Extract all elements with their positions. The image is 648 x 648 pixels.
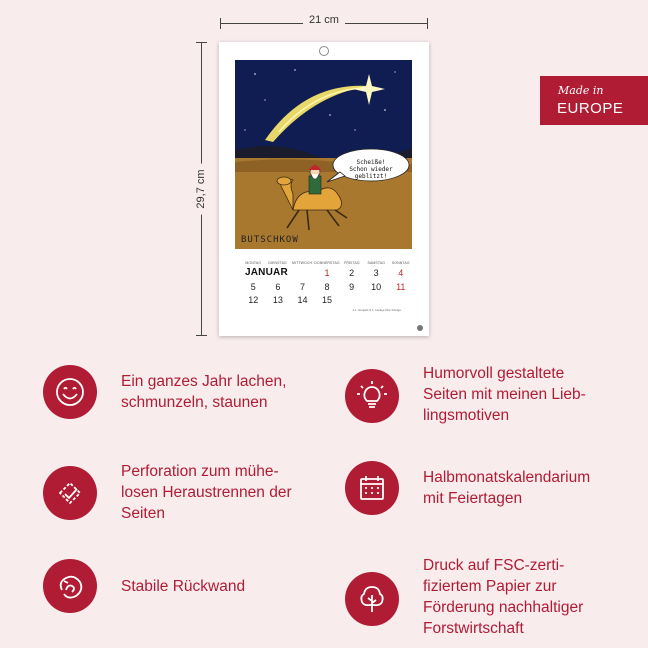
calendar-day bbox=[241, 267, 266, 281]
height-dimension bbox=[192, 42, 210, 336]
hanging-hole bbox=[319, 46, 329, 56]
feature-line: fiziertem Papier zur bbox=[423, 578, 557, 595]
calendar-day: 1 bbox=[324, 268, 330, 278]
feature-text bbox=[121, 461, 292, 524]
calendar-day bbox=[266, 267, 291, 281]
holiday-footnote: 1.1. Neujahr 6.1. Heilige Drei Könige bbox=[352, 308, 401, 312]
feature-line: Seiten bbox=[121, 505, 165, 522]
calendar-day: 5 bbox=[250, 281, 256, 292]
weekday-label: SAMSTAG bbox=[367, 261, 386, 265]
weekday-label: FREITAG bbox=[344, 261, 360, 265]
feature-item bbox=[345, 461, 590, 515]
calendar-day bbox=[388, 294, 413, 308]
calendar-week-row bbox=[241, 294, 413, 308]
feature-line: Seiten mit meinen Lieb- bbox=[423, 386, 586, 403]
badge-script-text: Made in bbox=[558, 84, 604, 97]
feature-line: Humorvoll gestaltete bbox=[423, 365, 565, 382]
speech-line: Schon wieder bbox=[349, 166, 393, 173]
calendar-day: 11 bbox=[396, 281, 406, 292]
weekday-label: DONNERSTAG bbox=[314, 261, 340, 265]
weekday-label: MITTWOCH bbox=[292, 261, 313, 265]
artist-signature: BUTSCHKOW bbox=[241, 235, 299, 245]
feature-line: Förderung nachhaltiger bbox=[423, 599, 584, 616]
calendar-day bbox=[339, 294, 364, 308]
calendar-day: 7 bbox=[299, 281, 305, 292]
feature-line: schmunzeln, staunen bbox=[121, 394, 268, 411]
calendar-day: 2 bbox=[349, 268, 355, 278]
feature-item bbox=[345, 559, 583, 639]
made-in-europe-badge bbox=[540, 76, 648, 125]
feature-line: lingsmotiven bbox=[423, 407, 510, 424]
calendar-day: 15 bbox=[322, 295, 333, 305]
feature-text bbox=[423, 363, 586, 426]
height-label: 29,7 cm bbox=[195, 163, 207, 214]
perforation-icon bbox=[43, 466, 97, 520]
feature-line: Ein ganzes Jahr lachen, bbox=[121, 373, 287, 390]
calendar-day: 14 bbox=[297, 295, 308, 305]
calendar-day: 8 bbox=[324, 281, 330, 292]
tree-icon bbox=[345, 572, 399, 626]
calendar-day: 9 bbox=[349, 281, 355, 292]
calendar-icon bbox=[345, 461, 399, 515]
calendar-day: 12 bbox=[248, 295, 259, 305]
lightbulb-icon bbox=[345, 369, 399, 423]
calendar-day bbox=[364, 294, 389, 308]
speech-line: Scheiße! bbox=[356, 159, 386, 166]
feature-text bbox=[121, 371, 286, 413]
weekday-label: DIENSTAG bbox=[268, 261, 287, 265]
feature-line: losen Heraustrennen der bbox=[121, 484, 292, 501]
calendar-grid bbox=[241, 267, 413, 308]
cartoon-illustration bbox=[235, 60, 412, 249]
feature-item bbox=[345, 365, 586, 426]
width-label: 21 cm bbox=[303, 14, 345, 26]
calendar-day: 13 bbox=[272, 295, 283, 305]
badge-main-text: EUROPE bbox=[557, 100, 624, 117]
feature-line: mit Feiertagen bbox=[423, 490, 523, 507]
calendar-day: 4 bbox=[398, 268, 404, 278]
weekday-header bbox=[241, 261, 413, 265]
month-title: JANUAR bbox=[245, 267, 288, 278]
calendar-day bbox=[290, 267, 315, 281]
sturdy-back-icon bbox=[43, 559, 97, 613]
feature-line: Stabile Rückwand bbox=[121, 577, 246, 595]
feature-line: Forstwirtschaft bbox=[423, 620, 524, 637]
weekday-label: MONTAG bbox=[245, 261, 262, 265]
speech-bubble-text bbox=[343, 159, 399, 180]
calendar-week-row bbox=[241, 267, 413, 281]
calendar-day: 10 bbox=[371, 281, 382, 292]
fsc-logo-icon bbox=[417, 325, 423, 331]
feature-item bbox=[43, 461, 292, 524]
feature-line: Druck auf FSC-zerti- bbox=[423, 557, 565, 574]
width-dimension bbox=[220, 14, 428, 32]
feature-line: Perforation zum mühe- bbox=[121, 463, 279, 480]
feature-text bbox=[423, 467, 590, 509]
feature-text bbox=[121, 576, 245, 597]
feature-item bbox=[43, 559, 245, 613]
speech-line: geblitzt! bbox=[354, 173, 388, 180]
feature-item bbox=[43, 365, 286, 419]
smiley-icon bbox=[43, 365, 97, 419]
feature-text bbox=[423, 555, 583, 639]
calendar-day: 3 bbox=[373, 268, 379, 278]
weekday-label: SONNTAG bbox=[391, 261, 410, 265]
calendar-sheet bbox=[219, 42, 429, 336]
feature-line: Halbmonatskalendarium bbox=[423, 469, 591, 486]
calendar-week-row bbox=[241, 281, 413, 295]
calendar-day: 6 bbox=[275, 281, 281, 292]
